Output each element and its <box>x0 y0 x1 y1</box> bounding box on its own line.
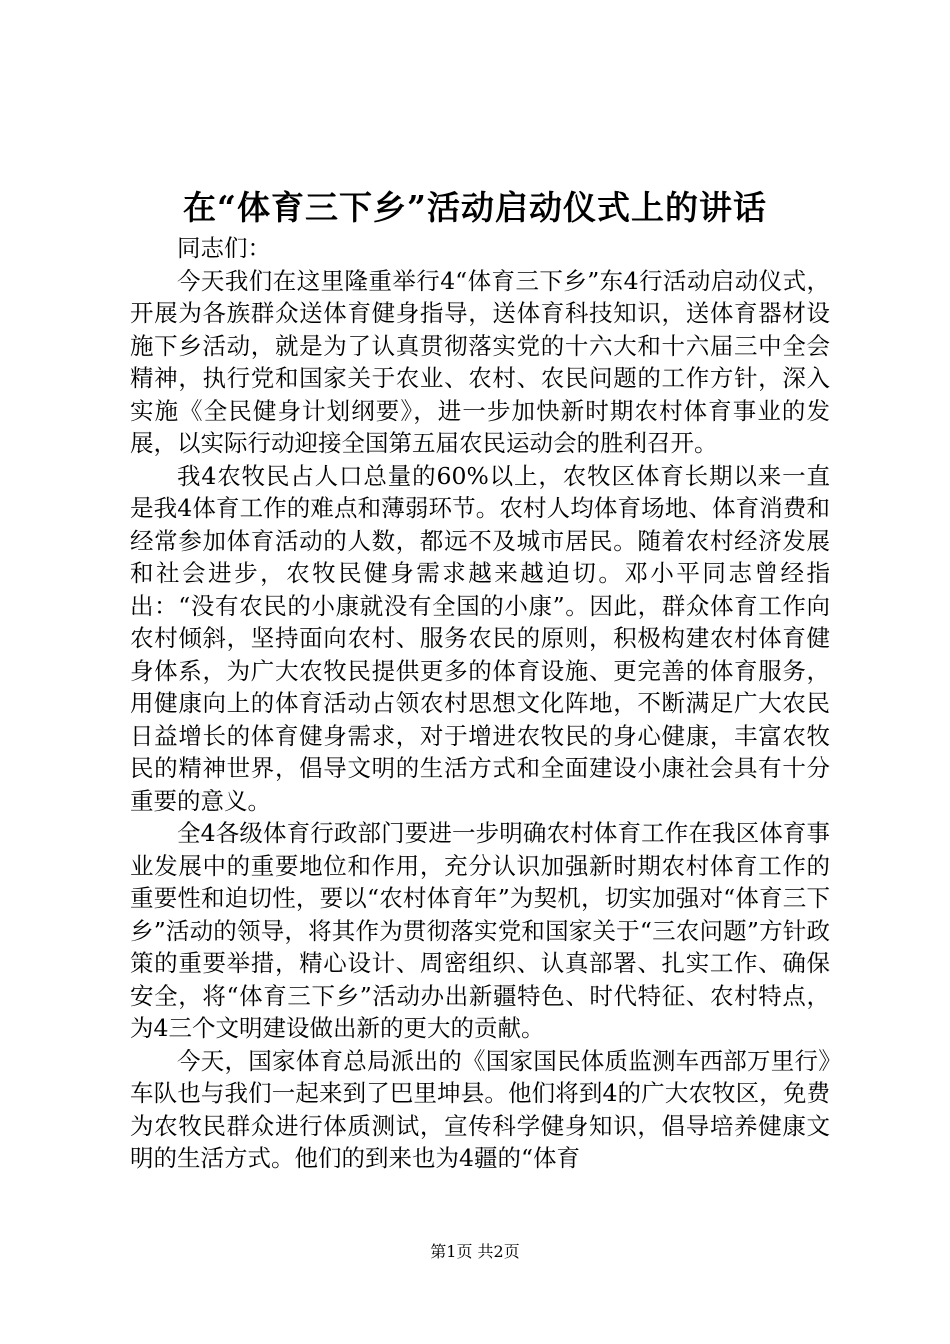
document-body <box>130 232 830 1175</box>
paragraph-3: 全4各级体育行政部门要进一步明确农村体育工作在我区体育事业发展中的重要地位和作用，充分认识加强新时期农村体育工作的重要性和迫切性，要以“农村体育年”为契机，切实加强对“体育三下乡”活动的领导，将其作为贯彻落实党和国家关于“三农问题”方针政策的重要举措，精心设计、周密组织、认真部署、扎实工作、确保安全，将“体育三下乡”活动办出新疆特色、时代特征、农村特点，为4三个文明建设做出新的更大的贡献。 <box>130 819 830 1042</box>
paragraph-2: 我4农牧民占人口总量的60%以上，农牧区体育长期以来一直是我4体育工作的难点和薄弱环节。农村人均体育场地、体育消费和经常参加体育活动的人数，都远不及城市居民。随着农村经济发展和社会进步，农牧民健身需求越来越迫切。邓小平同志曾经指出：“没有农民的小康就没有全国的小康”。因此，群众体育工作向农村倾斜，坚持面向农村、服务农民的原则，积极构建农村体育健身体系，为广大农牧民提供更多的体育设施、更完善的体育服务，用健康向上的体育活动占领农村思想文化阵地，不断满足广大农民日益增长的体育健身需求，对于增进农牧民的身心健康，丰富农牧民的精神世界，倡导文明的生活方式和全面建设小康社会具有十分重要的意义。 <box>130 461 830 815</box>
paragraph-4: 今天，国家体育总局派出的《国家国民体质监测车西部万里行》车队也与我们一起来到了巴里坤县。他们将到4的广大农牧区，免费为农牧民群众进行体质测试，宣传科学健身知识，倡导培养健康文明的生活方式。他们的到来也为4疆的“体育 <box>130 1046 830 1172</box>
page-footer: 第1页 共2页 <box>430 1242 520 1261</box>
paragraph-1: 今天我们在这里隆重举行4“体育三下乡”东4行活动启动仪式，开展为各族群众送体育健身指导，送体育科技知识，送体育器材设施下乡活动，就是为了认真贯彻落实党的十六大和十六届三中全会精神，执行党和国家关于农业、农村、农民问题的工作方针，深入实施《全民健身计划纲要》，进一步加快新时期农村体育事业的发展，以实际行动迎接全国第五届农民运动会的胜利召开。 <box>130 266 830 457</box>
document-title: 在“体育三下乡”活动启动仪式上的讲话 <box>183 188 767 227</box>
salutation: 同志们： <box>177 234 271 262</box>
